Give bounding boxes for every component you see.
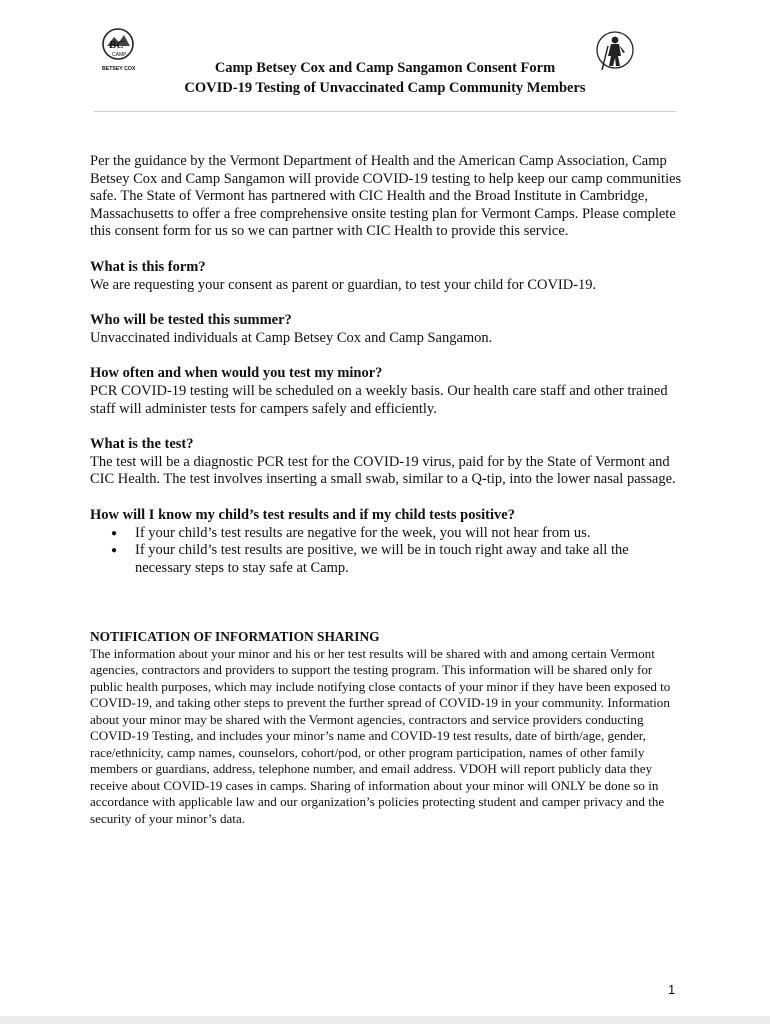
form-subtitle: COVID-19 Testing of Unvaccinated Camp Community Members	[184, 80, 586, 96]
question-who-tested: Who will be tested this summer?	[90, 312, 292, 329]
results-bullet-list	[90, 525, 682, 578]
logo-caption: BETSEY COX	[102, 66, 136, 72]
notification-section	[90, 629, 682, 827]
logo-camp-word: CAMP	[112, 52, 127, 58]
form-title: Camp Betsey Cox and Camp Sangamon Consent Form	[214, 60, 556, 76]
form-content	[90, 153, 682, 577]
bullet-negative-result: ● If your child’s test results are negative for the week, you will not hear from us.	[135, 525, 682, 543]
question-what-is-form: What is this form?	[90, 258, 206, 275]
notification-title: NOTIFICATION OF INFORMATION SHARING	[90, 629, 380, 644]
header-divider	[94, 111, 676, 112]
answer-who-tested: Unvaccinated individuals at Camp Betsey Cox and Camp Sangamon.	[90, 329, 493, 346]
question-test-results: How will I know my child’s test results and if my child tests positive?	[90, 506, 515, 523]
answer-what-is-test: The test will be a diagnostic PCR test for the COVID-19 virus, paid for by the State of Vermont and CIC Health. The test involves inserting a small swab, similar to a Q-tip, into the lower nasal passage.	[90, 453, 676, 488]
answer-how-often: PCR COVID-19 testing will be scheduled on a weekly basis. Our health care staff and other trained staff will administer tests for campers safely and efficiently.	[90, 382, 668, 417]
page-bottom-edge	[0, 1016, 770, 1024]
question-how-often: How often and when would you test my minor?	[90, 365, 383, 382]
logo-initials: BC	[109, 39, 124, 51]
page-number: 1	[668, 982, 676, 997]
intro-paragraph: Per the guidance by the Vermont Department of Health and the American Camp Association, Camp Betsey Cox and Camp Sangamon will provide COVID-19 testing to help keep our camp communities safe. The State of Vermont has partnered with CIC Health and the Broad Institute in Cambridge, Massachusetts to offer a free comprehensive onsite testing plan for Vermont Camps. Please complete this consent form for us so we can partner with CIC Health to provide this service.	[90, 153, 682, 240]
notification-body: The information about your minor and his or her test results will be shared with and among certain Vermont agencies, contractors and providers to support the testing program. This information will be shared only for public health purposes, which may include notifying close contacts of your minor if they have been exposed to COVID-19, and taking other steps to prevent the further spread of COVID-19 in your community. Information about your minor may be shared with the Vermont agencies, contractors and service providers conducting COVID-19 Testing, and includes your minor’s name and COVID-19 test results, date of birth/age, gender, race/ethnicity, camp names, counselors, cohort/pod, or other program participation, names of other family members or guardians, address, telephone number, and email address. VDOH will report publicly data they receive about COVID-19 cases in camps. Sharing of information about your minor will ONLY be done so in accordance with applicable law and our organization’s policies protecting student and camper privacy and the security of your minor’s data.	[90, 645, 671, 826]
answer-what-is-form: We are requesting your consent as parent or guardian, to test your child for COVID-19.	[90, 276, 597, 293]
bullet-positive-result: ● If your child’s test results are positive, we will be in touch right away and take all the necessary steps to stay safe at Camp.	[135, 542, 682, 577]
question-what-is-test: What is the test?	[90, 436, 194, 453]
